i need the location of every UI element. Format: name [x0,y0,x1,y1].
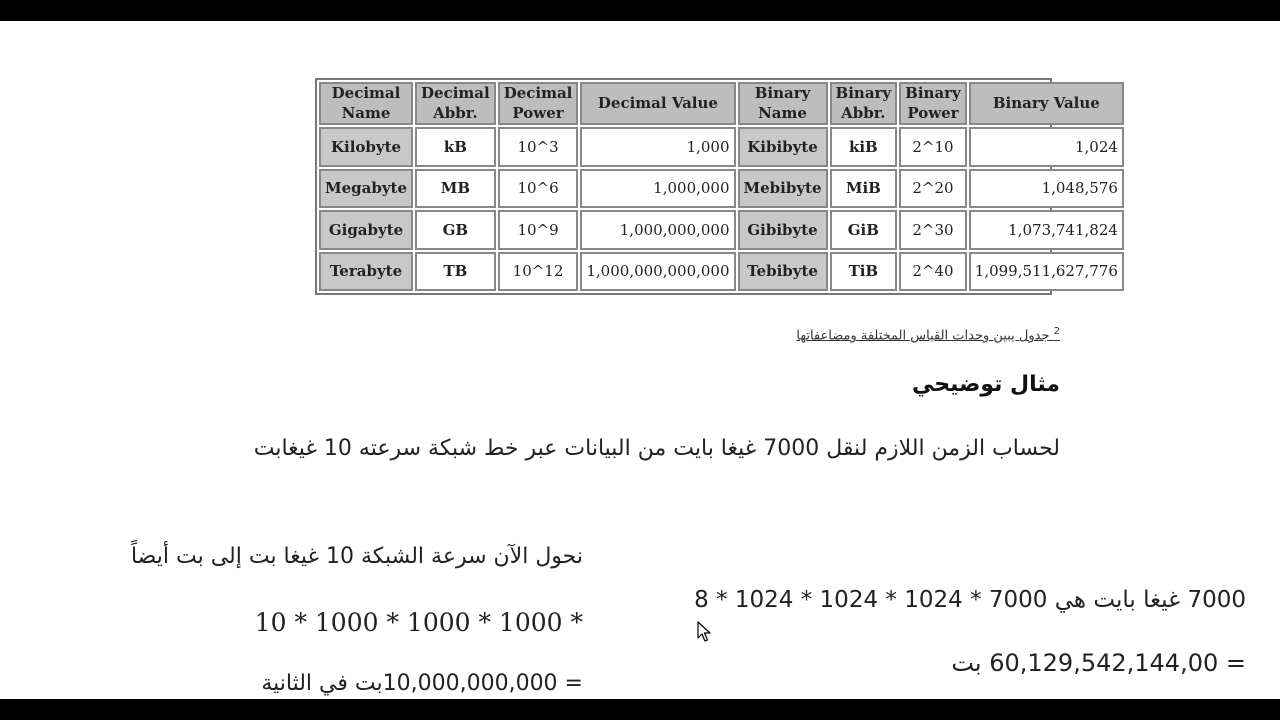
header-decimal-name: Decimal Name [319,82,413,125]
cell-decimal-abbr: GB [415,210,496,250]
cell-binary-power: 2^20 [899,169,967,209]
cell-binary-value: 1,099,511,627,776 [969,252,1124,292]
section-heading: مثال توضيحي [911,372,1060,397]
speed-result: = 10,000,000,000بت في الثانية [261,671,583,696]
cell-binary-name: Tebibyte [738,252,828,292]
cell-binary-power: 2^30 [899,210,967,250]
caption-number: 2 [1053,326,1060,337]
table-row [319,169,1124,209]
header-binary-value: Binary Value [969,82,1124,125]
size-formula: 7000 غيغا بايت هي 7000 * 1024 * 1024 * 1024 * 8 [694,587,1246,613]
header-decimal-abbr: Decimal Abbr. [415,82,496,125]
table-header-row [319,82,1124,125]
header-binary-power: Binary Power [899,82,967,125]
cell-decimal-value: 1,000,000,000 [580,210,735,250]
header-decimal-value: Decimal Value [580,82,735,125]
table-row [319,252,1124,292]
mouse-pointer-icon [697,621,711,643]
cell-decimal-value: 1,000,000 [580,169,735,209]
units-table [317,80,1126,293]
header-decimal-power: Decimal Power [498,82,579,125]
cell-decimal-name: Megabyte [319,169,413,209]
cell-binary-abbr: TiB [830,252,898,292]
table-row [319,127,1124,167]
cell-binary-name: Kibibyte [738,127,828,167]
cell-binary-value: 1,024 [969,127,1124,167]
cell-binary-value: 1,048,576 [969,169,1124,209]
cell-decimal-name: Gigabyte [319,210,413,250]
table-row [319,210,1124,250]
header-binary-name: Binary Name [738,82,828,125]
cell-binary-abbr: kiB [830,127,898,167]
cell-decimal-power: 10^9 [498,210,579,250]
speed-formula: 10 * 1000 * 1000 * 1000 * [254,608,583,637]
bottom-black-bar [0,699,1280,720]
header-binary-abbr: Binary Abbr. [830,82,898,125]
cell-decimal-value: 1,000 [580,127,735,167]
cell-decimal-abbr: MB [415,169,496,209]
conversion-note: نحول الآن سرعة الشبكة 10 غيغا بت إلى بت أيضاً [130,544,583,569]
cell-binary-abbr: GiB [830,210,898,250]
cell-decimal-power: 10^6 [498,169,579,209]
cell-binary-abbr: MiB [830,169,898,209]
cell-binary-name: Gibibyte [738,210,828,250]
cell-decimal-name: Terabyte [319,252,413,292]
size-result: = 60,129,542,144,00 بت [951,649,1246,677]
cell-binary-name: Mebibyte [738,169,828,209]
cell-decimal-name: Kilobyte [319,127,413,167]
cell-decimal-abbr: TB [415,252,496,292]
units-table-frame [315,78,1118,295]
cell-decimal-abbr: kB [415,127,496,167]
cell-binary-power: 2^40 [899,252,967,292]
cell-binary-value: 1,073,741,824 [969,210,1124,250]
cell-decimal-power: 10^12 [498,252,579,292]
table-caption [796,326,1060,343]
cell-decimal-power: 10^3 [498,127,579,167]
top-black-bar [0,0,1280,21]
cell-binary-power: 2^10 [899,127,967,167]
document-page [0,21,1280,699]
cell-decimal-value: 1,000,000,000,000 [580,252,735,292]
intro-paragraph: لحساب الزمن اللازم لنقل 7000 غيغا بايت من البيانات عبر خط شبكة سرعته 10 غيغابت [253,436,1060,461]
caption-text: جدول يبين وحدات القياس المختلفة ومضاعفاتها [796,328,1050,344]
